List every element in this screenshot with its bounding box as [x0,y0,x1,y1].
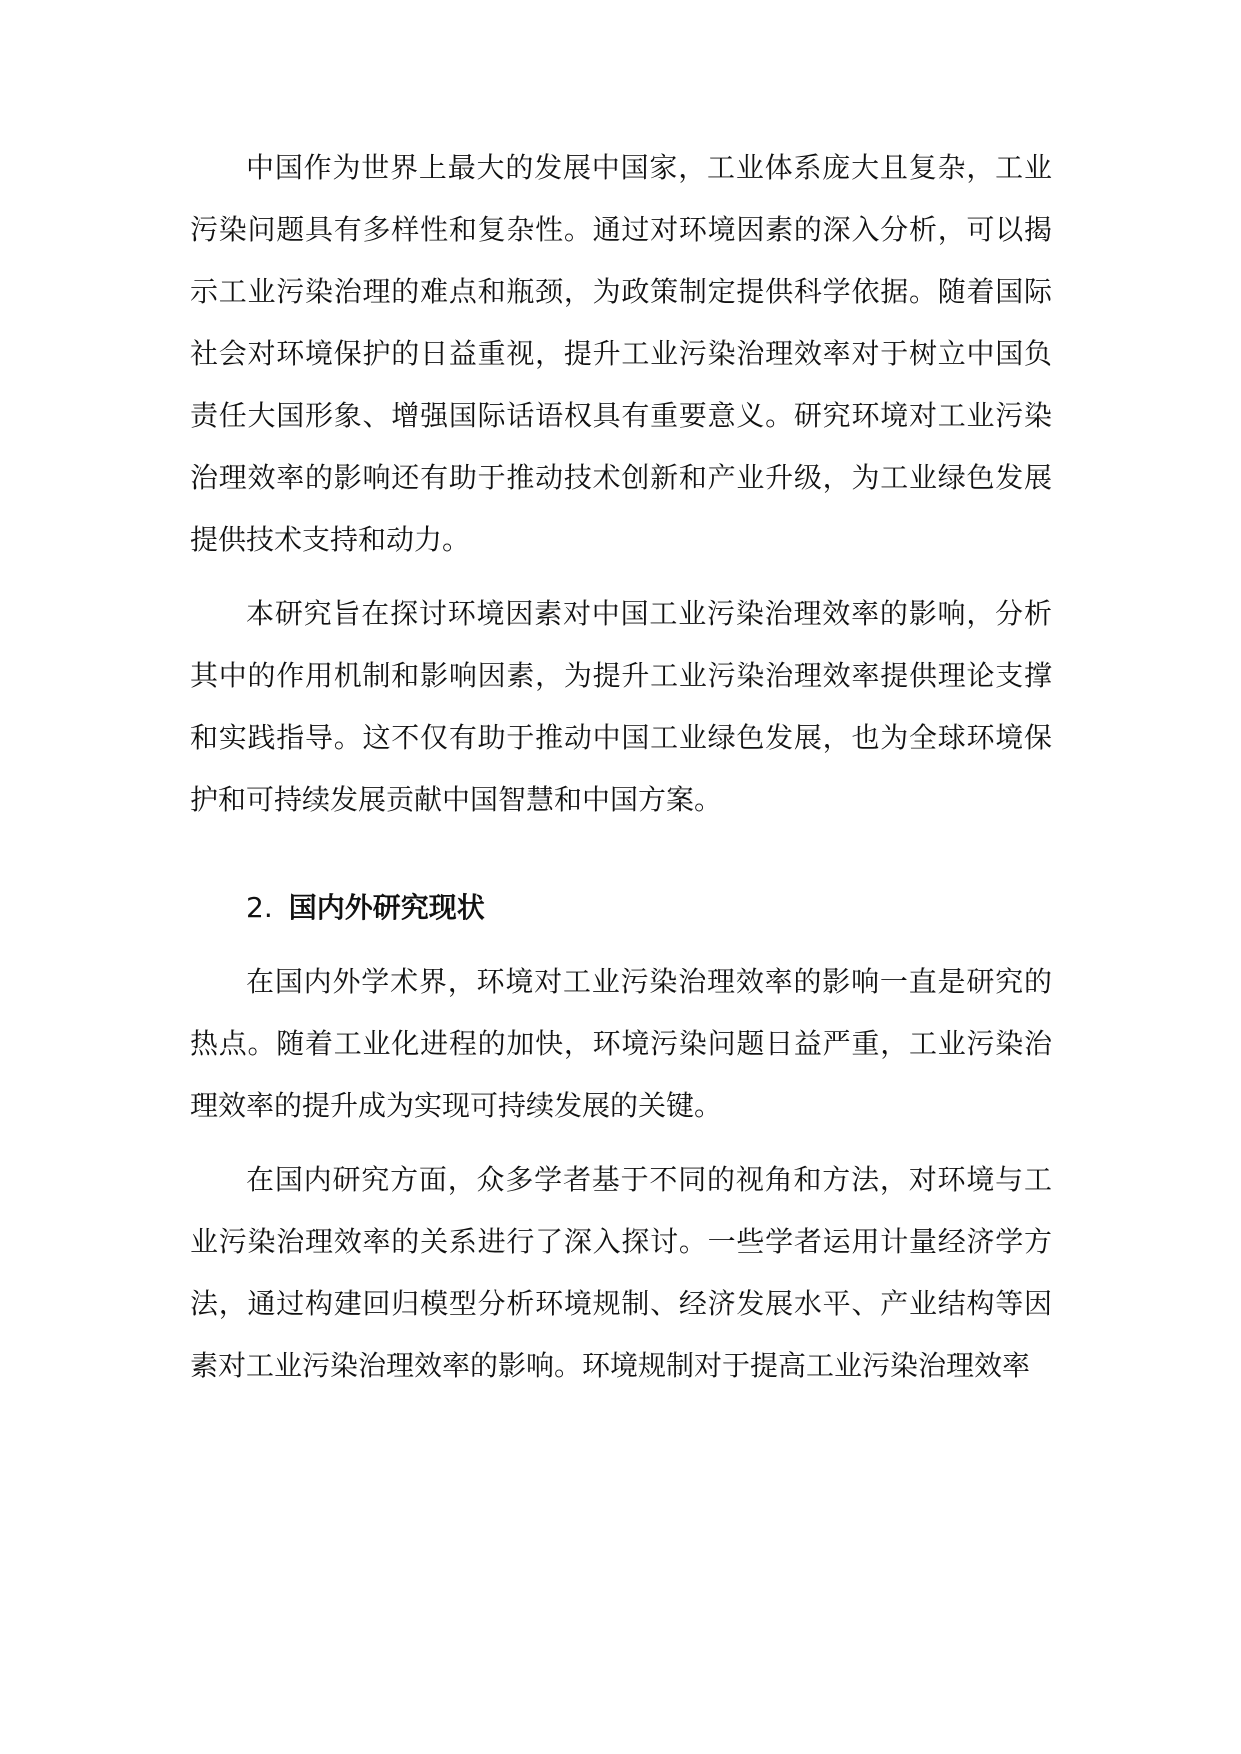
section-title: 国内外研究现状 [288,891,485,924]
paragraph-3: 在国内外学术界，环境对工业污染治理效率的影响一直是研究的热点。随着工业化进程的加快，环境污染问题日益严重，工业污染治理效率的提升成为实现可持续发展的关键。 [190,965,1052,1122]
paragraph-4: 在国内研究方面，众多学者基于不同的视角和方法，对环境与工业污染治理效率的关系进行了深入探讨。一些学者运用计量经济学方法，通过构建回归模型分析环境规制、经济发展水平、产业结构等因素对工业污染治理效率的影响。环境规制对于提高工业污染治理效率 [190,1163,1052,1382]
section-heading [190,877,1052,939]
paragraph-2: 本研究旨在探讨环境因素对中国工业污染治理效率的影响，分析其中的作用机制和影响因素，为提升工业污染治理效率提供理论支撑和实践指导。这不仅有助于推动中国工业绿色发展，也为全球环境保护和可持续发展贡献中国智慧和中国方案。 [190,597,1052,816]
section-number: 2. [246,891,273,924]
document-page [190,137,1052,1409]
paragraph-1: 中国作为世界上最大的发展中国家，工业体系庞大且复杂，工业污染问题具有多样性和复杂性。通过对环境因素的深入分析，可以揭示工业污染治理的难点和瓶颈，为政策制定提供科学依据。随着国际社会对环境保护的日益重视，提升工业污染治理效率对于树立中国负责任大国形象、增强国际话语权具有重要意义。研究环境对工业污染治理效率的影响还有助于推动技术创新和产业升级，为工业绿色发展提供技术支持和动力。 [190,151,1052,556]
